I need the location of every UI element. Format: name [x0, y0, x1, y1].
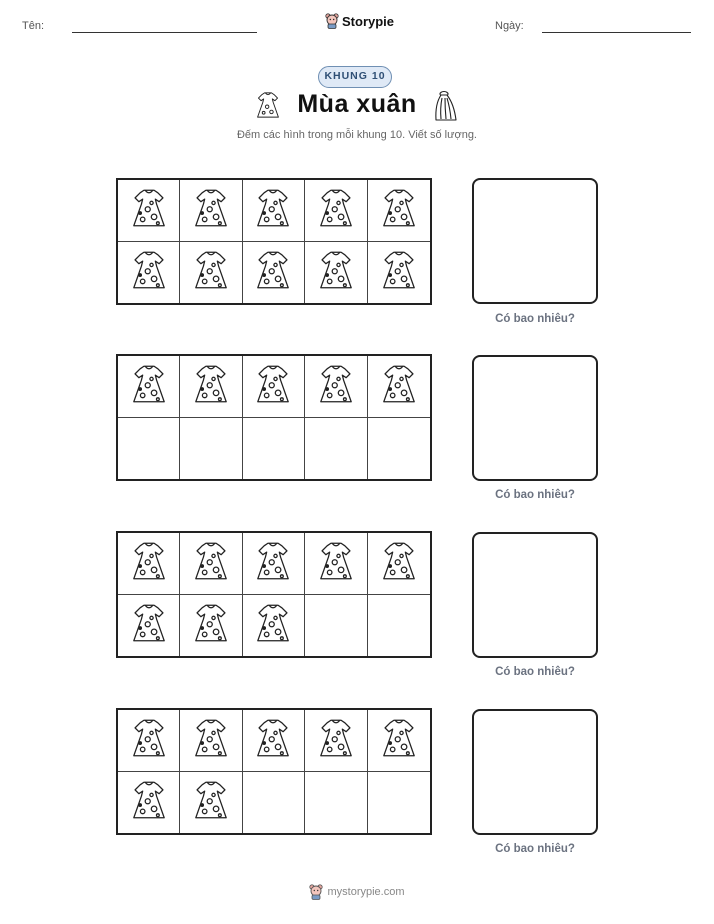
flower-dress-icon [130, 186, 168, 235]
frame-cell [118, 533, 180, 595]
frame-cell [180, 356, 242, 418]
bear-mascot-icon [309, 884, 323, 900]
flower-dress-icon [254, 601, 292, 650]
flower-dress-icon [317, 539, 355, 588]
frame-cell [180, 710, 242, 772]
flower-dress-icon [317, 186, 355, 235]
flower-dress-icon [380, 362, 418, 411]
footer [0, 884, 714, 900]
name-field-line[interactable] [72, 32, 257, 33]
flower-dress-icon [380, 186, 418, 235]
frame-cell [243, 772, 305, 834]
footer-url: mystorypie.com [327, 886, 405, 898]
frame-cell [305, 710, 367, 772]
flower-dress-icon [130, 539, 168, 588]
question-label-4: Có bao nhiêu? [495, 843, 575, 855]
veil-icon [432, 90, 460, 122]
flower-dress-icon [192, 186, 230, 235]
answer-box-2[interactable] [472, 355, 598, 481]
ten-frame-1 [116, 178, 432, 305]
flower-dress-icon [192, 362, 230, 411]
date-field-line[interactable] [542, 32, 691, 33]
frame-cell [243, 242, 305, 304]
flower-dress-icon [380, 539, 418, 588]
flower-dress-icon [254, 186, 292, 235]
frame-cell [368, 180, 430, 242]
flower-dress-icon [192, 601, 230, 650]
frame-cell [180, 595, 242, 657]
flower-dress-icon [317, 248, 355, 297]
brand-name: Storypie [342, 13, 395, 29]
brand-logo [325, 13, 394, 29]
frame-cell [368, 242, 430, 304]
flower-dress-icon [254, 716, 292, 765]
flower-dress-icon [192, 778, 230, 827]
frame-cell [243, 180, 305, 242]
frame-cell [180, 772, 242, 834]
frame-cell [368, 418, 430, 480]
flower-dress-icon [317, 362, 355, 411]
frame-cell [305, 356, 367, 418]
frame-cell [180, 180, 242, 242]
frame-cell [118, 356, 180, 418]
instructions: Đếm các hình trong mỗi khung 10. Viết số lượng. [236, 129, 477, 141]
frame-cell [305, 180, 367, 242]
frame-cell [368, 595, 430, 657]
flower-dress-icon [130, 601, 168, 650]
frame-cell [118, 242, 180, 304]
page-title: Mùa xuân [297, 90, 417, 118]
frame-cell [118, 418, 180, 480]
frame-cell [180, 533, 242, 595]
ten-frame-4 [116, 708, 432, 835]
ten-frame-3 [116, 531, 432, 658]
question-label-3: Có bao nhiêu? [495, 666, 575, 678]
flower-dress-icon [130, 362, 168, 411]
answer-box-3[interactable] [472, 532, 598, 658]
frame-cell [243, 356, 305, 418]
frame-cell [368, 356, 430, 418]
frame-cell [305, 533, 367, 595]
flower-dress-icon [254, 539, 292, 588]
question-label-1: Có bao nhiêu? [495, 313, 575, 325]
flower-dress-icon [130, 778, 168, 827]
frame-cell [305, 772, 367, 834]
frame-cell [305, 418, 367, 480]
frame-cell [118, 180, 180, 242]
name-label: Tên: [22, 20, 45, 32]
flower-dress-icon [130, 248, 168, 297]
frame-cell [243, 533, 305, 595]
flower-dress-icon [130, 716, 168, 765]
flower-dress-icon [192, 716, 230, 765]
frame-cell [305, 595, 367, 657]
frame-cell [118, 772, 180, 834]
frame-cell [368, 533, 430, 595]
flower-dress-icon [380, 248, 418, 297]
frame-cell [118, 595, 180, 657]
frame-cell [368, 772, 430, 834]
ten-frame-2 [116, 354, 432, 481]
question-label-2: Có bao nhiêu? [495, 489, 575, 501]
frame-cell [243, 595, 305, 657]
frame-cell [243, 710, 305, 772]
bear-mascot-icon [325, 13, 339, 29]
frame-cell [118, 710, 180, 772]
date-label: Ngày: [495, 20, 524, 32]
frame-cell [243, 418, 305, 480]
answer-box-4[interactable] [472, 709, 598, 835]
frame-cell [305, 242, 367, 304]
worksheet-type-badge: KHUNG 10 [318, 66, 392, 88]
flower-dress-icon [254, 362, 292, 411]
frame-cell [180, 242, 242, 304]
flower-dress-icon [192, 248, 230, 297]
frame-cell [368, 710, 430, 772]
answer-box-1[interactable] [472, 178, 598, 304]
flower-dress-icon [380, 716, 418, 765]
flower-dress-icon [254, 248, 292, 297]
flower-dress-icon [317, 716, 355, 765]
frame-cell [180, 418, 242, 480]
flower-dress-icon [192, 539, 230, 588]
